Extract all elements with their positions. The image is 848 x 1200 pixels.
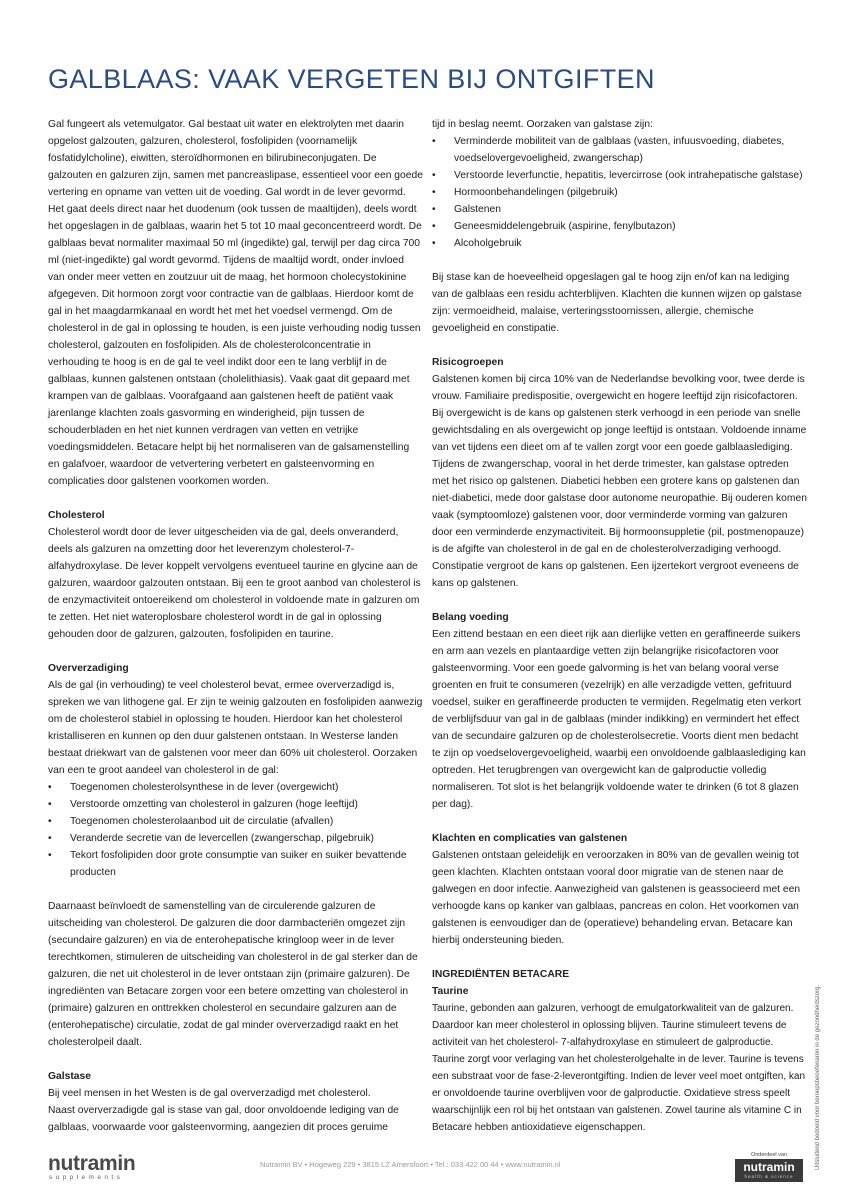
list-item: • Verminderde mobiliteit van de galblaas (vasten, infuusvoeding, diabetes, voedselovergevoeligheid, zwangerschap): [432, 133, 807, 167]
side-disclaimer: [815, 930, 825, 1170]
cholesterol-paragraph: Cholesterol wordt door de lever uitgescheiden via de gal, deels onveranderd, deels als galzuren na omzetting door het leverenzym cholesterol-7-alfahydroxylase. De lever koppelt vervolgens eventueel taurine en glycine aan de galzuren, waardoor galzouten ontstaan. Bij een te groot aanbod van cholesterol is de enzymactiviteit ontoereikend om cholesterol in voldoende mate in galzuren om te zetten. Het niet wateroplosbare cholesterol wordt in de gal in oplossing gehouden door de galzuren, galzouten, fosfolipiden en taurine.: [48, 527, 421, 640]
logo-sub-text: supplements: [49, 1174, 124, 1181]
galstase-continued: tijd in beslag neemt. Oorzaken van galstase zijn:: [432, 119, 653, 130]
belang-voeding-paragraph: Een zittend bestaan en een dieet rijk aan dierlijke vetten en geraffineerde suikers en arm aan vezels en plantaardige vetten zijn belangrijke risicofactoren voor galsteenvorming. Voor een goede galvorming is het van belang vooral verse groenten en fruit te consumeren (vezelrijk) en alle verzadigde vetten, gefrituurd voedsel, suiker en geraffineerde producten te vermijden. Regelmatig eten verkort de verblijfsduur van gal in de galblaas (minder indikking) en vermindert het effect van de secundaire galzuren op de cholesterolsecretie. Voorts dient men bedacht te zijn op voedselovergevoeligheid, waarbij een onvoldoende galblaaslediging kan optreden. Het terugbrengen van overgewicht kan de galproductie volledig normaliseren. Tot slot is het belangrijk voldoende water te drinken (6 tot 8 glazen per dag).: [432, 629, 806, 810]
klachten-heading: Klachten en complicaties van galstenen: [432, 833, 628, 844]
list-item: • Veranderde secretie van de levercellen (zwangerschap, pilgebruik): [48, 830, 423, 847]
list-item: • Geneesmiddelengebruik (aspirine, fenylbutazon): [432, 218, 807, 235]
footer-address: Nutramin BV • Hogeweg 229 • 3815 LZ Amersfoort • Tel.: 033 422 00 44 • www.nutramin.nl: [260, 1160, 561, 1169]
oververzadiging-list: [48, 779, 423, 881]
nutramin-health-science-logo: [735, 1151, 803, 1182]
oververzadiging-heading: Oververzadiging: [48, 663, 129, 674]
galstase-heading: Galstase: [48, 1071, 91, 1082]
klachten-paragraph: Galstenen ontstaan geleidelijk en veroorzaken in 80% van de gevallen weinig tot geen klachten. Klachten ontstaan vooral door migratie van de stenen naar de galwegen en door infectie. Aanwezigheid van galstenen is geassocieerd met een verhoogde kans op kanker van galblaas, pancreas en colon. Het voorkomen van galstenen is eenvoudiger dan de (operatieve) behandeling ervan. Betacare kan hierbij ondersteuning bieden.: [432, 850, 801, 946]
logo-right-sub: health & science: [735, 1174, 803, 1182]
stase-paragraph: Bij stase kan de hoeveelheid opgeslagen gal te hoog zijn en/of kan na lediging van de galblaas een residu achterblijven. Klachten die kunnen wijzen op galstase zijn: vermoeidheid, malaise, verteringsstoornissen, allergie, chemische gevoeligheid en constipatie.: [432, 272, 802, 334]
left-column: [48, 116, 423, 1136]
risicogroepen-heading: Risicogroepen: [432, 357, 504, 368]
page-title: GALBLAAS: VAAK VERGETEN BIJ ONTGIFTEN: [48, 64, 655, 94]
list-item: • Toegenomen cholesterolaanbod uit de circulatie (afvallen): [48, 813, 423, 830]
right-column: [432, 116, 807, 1136]
intro-paragraph: Gal fungeert als vetemulgator. Gal bestaat uit water en elektrolyten met daarin opgelost galzouten, galzuren, cholesterol, fosfolipiden (voornamelijk fosfatidylcholine), eiwitten, steroïdhormonen en bilirubineconjugaten. De galzouten en galzuren zijn, samen met pancreaslipase, essentieel voor een goede vertering en opname van vetten uit de voeding. Gal wordt in de lever gevormd. Het gaat deels direct naar het duodenum (ook tussen de maaltijden), deels wordt het opgeslagen in de galblaas, waarin het 5 tot 10 maal geconcentreerd wordt. De galblaas bevat normaliter maximaal 50 ml (ingedikte) gal, terwijl per dag circa 700 ml (niet-ingedikte) gal wordt gevormd. Tijdens de maaltijd wordt, onder invloed van onder meer vetten en zoutzuur uit de maag, het hormoon cholecystokinine afgegeven. Dit hormoon zorgt voor contractie van de galblaas. Hierdoor komt de gal in het maagdarmkanaal en wordt het met het voedsel vermengd. Om de cholesterol in de gal in oplossing te houden, is een juiste verhouding nodig tussen cholesterol, galzouten en fosfolipiden. Als de cholesterolconcentratie in verhouding te hoog is en de gal te veel indikt door een te lang verblijf in de galblaas, kunnen galstenen ontstaan (cholelithiasis). Vaak gaat dit gepaard met krampen van de galblaas. Voorafgaand aan galstenen heeft de patiënt vaak jarenlange klachten zoals gasvorming en winderigheid, pijn tussen de schouderbladen en het niet kunnen verdragen van vetten en vetrijke voedingsmiddelen. Betacare helpt bij het normaliseren van de galsamenstelling en galafvoer, waardoor de vetvertering verbetert en galsteenvorming en complicaties door galstenen voorkomen worden.: [48, 119, 423, 487]
logo-right-brand: nutramin: [735, 1159, 803, 1174]
logo-brand-text: nutramin: [48, 1152, 136, 1175]
galstase-paragraph-2: Naast oververzadigde gal is stase van gal, door onvoldoende lediging van de galblaas, voorwaarde voor galsteenvorming, aangezien dit proces geruime: [48, 1105, 399, 1133]
taurine-heading: Taurine: [432, 986, 469, 997]
side-disclaimer-text: Uitsluitend bedoeld voor beroepsbeoefenaren in de gezondheidszorg.: [815, 984, 821, 1170]
list-item: • Hormoonbehandelingen (pilgebruik): [432, 184, 807, 201]
list-item: • Toegenomen cholesterolsynthese in de lever (overgewicht): [48, 779, 423, 796]
list-item: • Verstoorde leverfunctie, hepatitis, levercirrose (ook intrahepatische galstase): [432, 167, 807, 184]
logo-right-caption: Onderdeel van: [750, 1152, 788, 1158]
nutramin-logo: [48, 1154, 135, 1182]
risicogroepen-paragraph: Galstenen komen bij circa 10% van de Nederlandse bevolking voor, twee derde is vrouw. Familiaire predispositie, overgewicht en hogere leeftijd zijn risicofactoren. Bij overgewicht is de kans op galstenen sterk verhoogd in een periode van snelle gewichtsdaling en als overgewicht op jonge leeftijd is ontstaan. Voldoende inname van vet tijdens een dieet om af te vallen zorgt voor een goede galblaaslediging. Tijdens de zwangerschap, vooral in het derde trimester, kan galstase optreden met het risico op galstenen. Diabetici hebben een grotere kans op galstenen dan niet-diabetici, mede door galstase door autonome neuropathie. Bij ouderen komen vaak (symptoomloze) galstenen voor, door verminderde vorming van galzuren door een verminderde enzymactiviteit. Bij hormoonsuppletie (pil, postmenopauze) is de afgifte van cholesterol in de gal en de cholesterolverzadiging verhoogd. Constipatie vergroot de kans op galstenen. Een ijzertekort vergroot eveneens de kans op galstenen.: [432, 374, 807, 589]
cholesterol-heading: Cholesterol: [48, 510, 105, 521]
list-item: • Verstoorde omzetting van cholesterol in galzuren (hoge leeftijd): [48, 796, 423, 813]
oververzadiging-paragraph: Als de gal (in verhouding) te veel cholesterol bevat, ermee oververzadigd is, spreken we van lithogene gal. Er zijn te weinig galzouten en fosfolipiden aanwezig om de cholesterol stabiel in oplossing te houden. Hierdoor kan het cholesterol kristalliseren en kunnen op den duur galstenen ontstaan. In Westerse landen bestaat driekwart van de galstenen voor meer dan 60% uit cholesterol. Oorzaken van een te groot aandeel van cholesterol in de gal:: [48, 680, 423, 776]
list-item: • Alcoholgebruik: [432, 235, 807, 252]
belang-voeding-heading: Belang voeding: [432, 612, 509, 623]
list-item: • Galstenen: [432, 201, 807, 218]
betacare-paragraph: Daarnaast beïnvloedt de samenstelling van de circulerende galzuren de uitscheiding van cholesterol. De galzuren die door darmbacteriën omgezet zijn (secundaire galzuren) en via de enterohepatische kringloop weer in de lever terechtkomen, stimuleren de uitscheiding van cholesterol in de gal sterker dan de galzuren, die net uit cholesterol in de lever ontstaan zijn (primaire galzuren). De ingrediënten van Betacare zorgen voor een betere omzetting van cholesterol in (primaire) galzuren en onttrekken cholesterol en secundaire galzuren aan de (enterohepatische) circulatie, zodat de gal minder oververzadigd raakt en het cholesterolpeil daalt.: [48, 901, 418, 1048]
galstase-paragraph-1: Bij veel mensen in het Westen is de gal oververzadigd met cholesterol.: [48, 1088, 371, 1099]
taurine-paragraph: Taurine, gebonden aan galzuren, verhoogt de emulgatorkwaliteit van de galzuren. Daardoor kan meer cholesterol in oplossing blijven. Taurine stimuleert tevens de activiteit van het cholesterol- 7-alfahydroxylase en stimuleert de galproductie. Taurine zorgt voor verlaging van het cholesterolgehalte in de lever. Taurine is tevens een substraat voor de fase-2-leverontgifting. Indien de lever veel moet ontgiften, kan er onvoldoende taurine overblijven voor de galproductie. Oxidatieve stress speelt waarschijnlijk een rol bij het ontstaan van galstenen. Zowel taurine als vitamine C in Betacare hebben antioxidatieve eigenschappen.: [432, 1003, 806, 1133]
list-item: • Tekort fosfolipiden door grote consumptie van suiker en suiker bevattende producten: [48, 847, 423, 881]
ingredienten-heading: INGREDIËNTEN BETACARE: [432, 969, 570, 980]
galstase-list: [432, 133, 807, 252]
